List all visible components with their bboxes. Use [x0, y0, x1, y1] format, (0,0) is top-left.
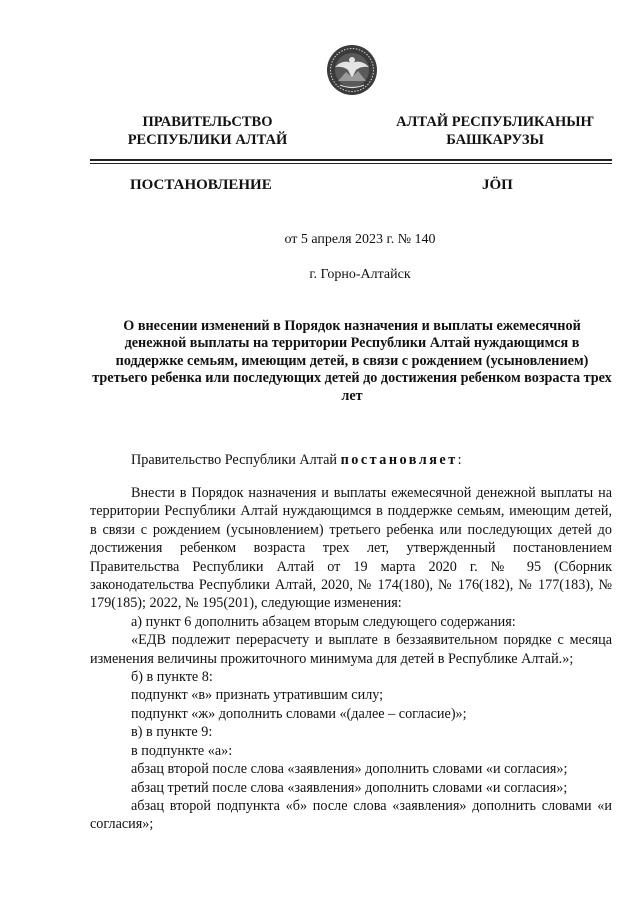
header-divider-thin: [90, 163, 612, 164]
coat-of-arms-icon: [326, 44, 378, 96]
header-left-line2: РЕСПУБЛИКИ АЛТАЙ: [127, 132, 288, 148]
header-right-line1: АЛТАЙ РЕСПУБЛИКАНЫҤ: [396, 114, 594, 130]
header-left: [105, 113, 310, 149]
paragraph: «ЕДВ подлежит перерасчету и выплате в беззаявительном порядке с месяца изменения величины прожиточного минимума для детей в Республике Алтай.»;: [90, 632, 612, 667]
paragraph: абзац второй подпункта «б» после слова «заявления» дополнить словами «и согласия»;: [90, 797, 612, 833]
paragraph: в подпункте «а»:: [131, 742, 233, 759]
preamble-punct: :: [457, 452, 462, 468]
doc-type-ru: ПОСТАНОВЛЕНИЕ: [130, 177, 272, 193]
paragraph: подпункт «в» признать утратившим силу;: [131, 687, 384, 704]
header-divider-thick: [90, 159, 612, 161]
paragraph: в) в пункте 9:: [131, 724, 213, 741]
preamble-verb: постановляет: [340, 452, 458, 468]
paragraph: подпункт «ж» дополнить словами «(далее – согласие)»;: [131, 705, 467, 722]
doc-city: г. Горно-Алтайск: [309, 267, 411, 282]
paragraph: абзац второй после слова «заявления» дополнить словами «и согласия»;: [131, 761, 568, 778]
header-right-line2: БАШКАРУЗЫ: [446, 132, 544, 148]
header-right: [380, 113, 610, 149]
doc-title: О внесении изменений в Порядок назначения и выплаты ежемесячной денежной выплаты на территории Республики Алтай нуждающимся в поддержке семьям, имеющим детей, в связи с рождением (усыновлением) третьего ребенка или последующих детей до достижения ребенком возраста трех лет: [92, 318, 612, 404]
doc-type-alt: JÖП: [482, 177, 513, 193]
preamble-subject: Правительство Республики Алтай: [131, 452, 338, 468]
paragraph: б) в пункте 8:: [131, 669, 213, 686]
doc-body: [90, 484, 612, 834]
doc-date-number: от 5 апреля 2023 г. № 140: [284, 232, 436, 247]
header-left-line1: ПРАВИТЕЛЬСТВО: [142, 114, 273, 130]
paragraph: абзац третий после слова «заявления» дополнить словами «и согласия»;: [131, 779, 568, 796]
paragraph: а) пункт 6 дополнить абзацем вторым следующего содержания:: [131, 613, 516, 630]
paragraph: Внести в Порядок назначения и выплаты ежемесячной денежной выплаты на территории Республики Алтай нуждающимся в поддержке семьям, имеющим детей, в связи с рождением (усыновлением) третьего ребенка или последующих детей до достижения ребенком возраста трех лет, утвержденный постановлением Правительства Республики Алтай от 19 марта 2020 г. № 95 (Сборник законодательства Республики Алтай, 2020, № 174(180), № 176(182), № 177(183), № 179(185); 2022, № 195(201), следующие изменения:: [90, 485, 612, 612]
preamble: [131, 452, 462, 469]
